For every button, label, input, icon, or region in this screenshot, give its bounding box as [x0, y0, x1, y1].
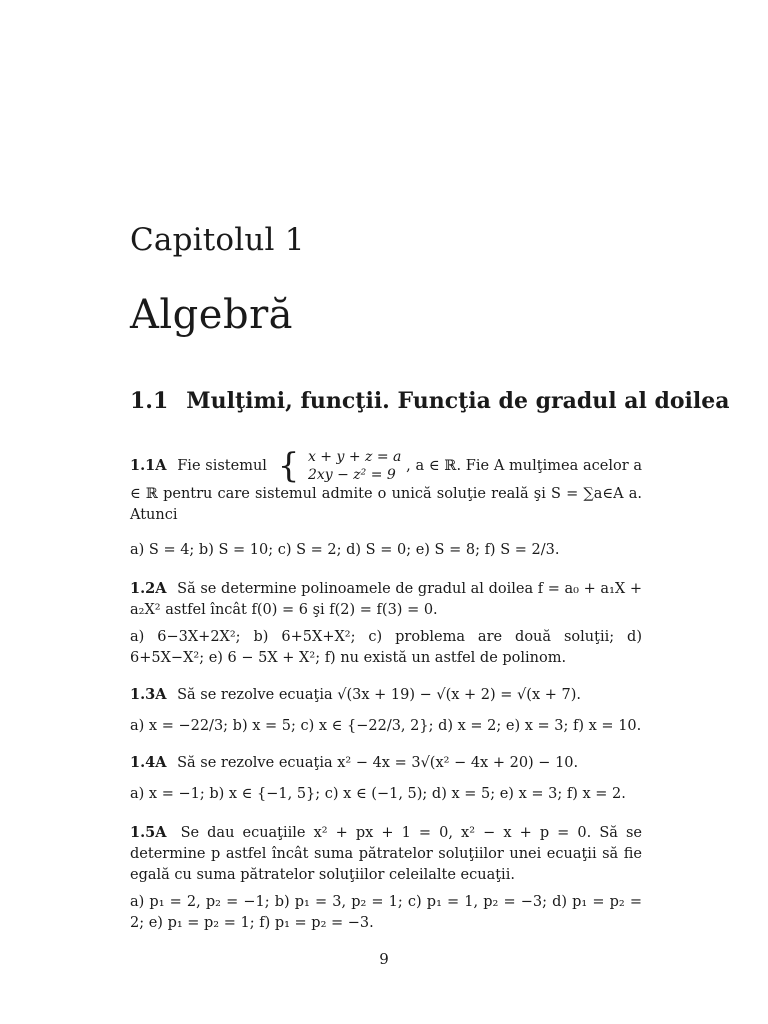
chapter-title: Algebră — [130, 292, 294, 338]
answer-options: a) S = 4; b) S = 10; c) S = 2; d) S = 0; e) S = 8; f) S = 2/3. — [130, 542, 560, 558]
answer-options: a) p₁ = 2, p₂ = −1; b) p₁ = 3, p₂ = 1; c) p₁ = 1, p₂ = −3; d) p₁ = p₂ = 2; e) p₁ = p₂ = 1; f) p₁ = p₂ = −3. — [130, 894, 642, 931]
page-number: 9 — [379, 950, 389, 968]
problem-1-2a — [130, 578, 642, 669]
problem-text-post: , a ∈ ℝ. Fie A mulţimea acelor a ∈ ℝ pentru care sistemul admite o unică soluţie reală şi S = ∑a∈A a. Atunci — [130, 458, 643, 523]
system-line: x + y + z = a — [307, 449, 402, 465]
problem-statement — [130, 445, 643, 526]
section-heading — [130, 388, 730, 414]
problem-statement — [130, 578, 642, 621]
answer-options: a) 6−3X+2X²; b) 6+5X+X²; c) problema are două soluţii; d) 6+5X−X²; e) 6 − 5X + X²; f) nu există un astfel de polinom. — [130, 629, 642, 666]
problem-1-4a — [130, 752, 642, 805]
equation-system — [272, 445, 402, 486]
problem-1-3a — [130, 684, 642, 737]
problem-id: 1.2A — [130, 580, 167, 597]
brace-symbol: { — [277, 445, 300, 486]
chapter-label: Capitolul 1 — [130, 222, 305, 258]
problem-id: 1.4A — [130, 754, 167, 771]
problem-statement — [130, 684, 642, 706]
problem-1-1a — [130, 445, 643, 561]
problem-id: 1.5A — [130, 824, 167, 841]
problem-text-pre: Fie sistemul — [177, 458, 267, 474]
problem-statement — [130, 822, 642, 886]
problem-id: 1.3A — [130, 686, 167, 703]
problem-statement — [130, 752, 642, 774]
section-number: 1.1 — [130, 388, 169, 414]
problem-text: Să se determine polinoamele de gradul al doilea f = a₀ + a₁X + a₂X² astfel încât f(0) = 6 şi f(2) = f(3) = 0. — [130, 581, 643, 618]
answer-options: a) x = −1; b) x ∈ {−1, 5}; c) x ∈ (−1, 5); d) x = 5; e) x = 3; f) x = 2. — [130, 786, 626, 802]
problem-id: 1.1A — [130, 457, 167, 474]
system-lines — [308, 448, 401, 484]
section-title: Mulţimi, funcţii. Funcţia de gradul al doilea — [186, 388, 730, 414]
answer-options: a) x = −22/3; b) x = 5; c) x ∈ {−22/3, 2}; d) x = 2; e) x = 3; f) x = 10. — [130, 718, 642, 734]
problem-text: Să se rezolve ecuaţia √(3x + 19) − √(x + 2) = √(x + 7). — [177, 687, 581, 703]
system-line: 2xy − z² = 9 — [307, 467, 396, 483]
problem-text: Să se rezolve ecuaţia x² − 4x = 3√(x² − 4x + 20) − 10. — [177, 755, 579, 771]
problem-1-5a — [130, 822, 642, 934]
problem-text: Se dau ecuaţiile x² + px + 1 = 0, x² − x + p = 0. Să se determine p astfel încât suma pătratelor soluţiilor unei ecuaţii să fie egală cu suma pătratelor soluţiilor celeilalte ecuaţii. — [130, 825, 642, 883]
